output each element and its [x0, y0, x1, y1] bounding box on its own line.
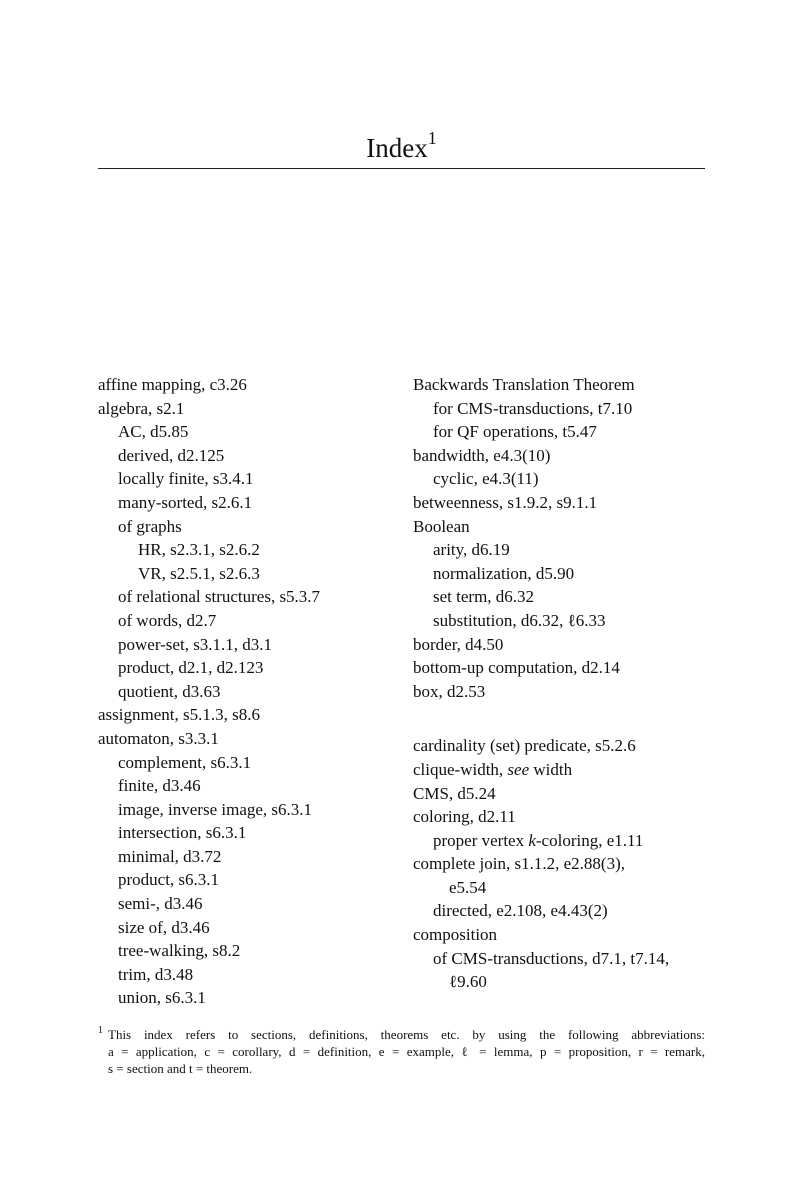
- entry-text: -coloring, e1.11: [535, 830, 644, 850]
- index-subentry: power-set, s3.1.1, d3.1: [118, 634, 273, 654]
- index-entry: CMS, d5.24: [413, 783, 496, 803]
- index-entry: algebra, s2.1: [98, 398, 185, 418]
- index-subentry: tree-walking, s8.2: [118, 941, 241, 961]
- index-subentry: of graphs: [118, 516, 182, 536]
- letter-group-gap: [413, 703, 713, 734]
- index-entry: complete join, s1.1.2, e2.88(3),: [413, 854, 625, 874]
- index-subsubentry: HR, s2.3.1, s2.6.2: [138, 540, 260, 560]
- index-continuation: ℓ9.60: [449, 972, 487, 992]
- index-subentry: of words, d2.7: [118, 610, 217, 630]
- index-entry: betweenness, s1.9.2, s9.1.1: [413, 492, 598, 512]
- index-subentry: for QF operations, t5.47: [433, 422, 597, 442]
- page-title-text: Index: [366, 133, 428, 163]
- page-title: [98, 128, 705, 168]
- index-subentry: intersection, s6.3.1: [118, 823, 247, 843]
- index-entry: coloring, d2.11: [413, 807, 516, 827]
- title-rule: [98, 168, 705, 169]
- index-subentry: many-sorted, s2.6.1: [118, 492, 253, 512]
- index-subentry: set term, d6.32: [433, 587, 535, 607]
- index-entry: affine mapping, c3.26: [98, 375, 247, 394]
- index-subentry: [413, 829, 713, 853]
- index-entry: [413, 758, 713, 782]
- index-subentry: product, d2.1, d2.123: [118, 658, 264, 678]
- footnote-line: a = application, c = corollary, d = definition, e = example, ℓ = lemma, p = proposition, r = remark,: [108, 1044, 705, 1059]
- index-entry: Backwards Translation Theorem: [413, 375, 635, 394]
- index-subentry: finite, d3.46: [118, 776, 201, 796]
- index-entry: border, d4.50: [413, 634, 504, 654]
- index-subentry: product, s6.3.1: [118, 870, 220, 890]
- index-subentry: quotient, d3.63: [118, 681, 221, 701]
- index-subentry: trim, d3.48: [118, 964, 194, 984]
- index-subentry: arity, d6.19: [433, 540, 510, 560]
- index-subentry: minimal, d3.72: [118, 846, 222, 866]
- index-subentry: union, s6.3.1: [118, 988, 206, 1008]
- index-subentry: of relational structures, s5.3.7: [118, 587, 321, 607]
- index-entry: box, d2.53: [413, 681, 486, 701]
- entry-text: clique-width,: [413, 759, 508, 779]
- index-subentry: AC, d5.85: [118, 422, 189, 442]
- index-subsubentry: VR, s2.5.1, s2.6.3: [138, 563, 260, 583]
- index-entry: composition: [413, 925, 498, 945]
- math-variable: k: [528, 830, 536, 850]
- index-entry: Boolean: [413, 516, 470, 536]
- entry-text: proper vertex: [433, 830, 529, 850]
- entry-text: width: [529, 759, 573, 779]
- index-subentry: for CMS-transductions, t7.10: [433, 398, 633, 418]
- index-subentry: semi-, d3.46: [118, 894, 203, 914]
- title-footnote-mark: 1: [427, 128, 437, 148]
- index-column-left: [98, 373, 398, 1010]
- index-entry: cardinality (set) predicate, s5.2.6: [413, 736, 636, 756]
- index-subentry: size of, d3.46: [118, 917, 210, 937]
- index-entry: bottom-up computation, d2.14: [413, 658, 620, 678]
- index-subentry: directed, e2.108, e4.43(2): [433, 901, 608, 921]
- see-reference: see: [507, 759, 530, 779]
- index-entry: automaton, s3.3.1: [98, 728, 219, 748]
- index-subentry: complement, s6.3.1: [118, 752, 252, 772]
- index-entry: bandwidth, e4.3(10): [413, 445, 551, 465]
- index-continuation: e5.54: [449, 877, 487, 897]
- footnote: [98, 1026, 705, 1077]
- index-subentry: of CMS-transductions, d7.1, t7.14,: [433, 948, 670, 968]
- index-subentry: derived, d2.125: [118, 445, 225, 465]
- index-subentry: locally finite, s3.4.1: [118, 469, 254, 489]
- index-entry: assignment, s5.1.3, s8.6: [98, 705, 260, 725]
- index-subentry: cyclic, e4.3(11): [433, 469, 539, 489]
- index-subentry: substitution, d6.32, ℓ6.33: [433, 610, 606, 630]
- footnote-line: This index refers to sections, definitions, theorems etc. by using the following abbreviations:: [108, 1027, 705, 1042]
- index-column-right: [413, 373, 713, 994]
- index-subentry: normalization, d5.90: [433, 563, 575, 583]
- footnote-line: s = section and t = theorem.: [108, 1061, 253, 1076]
- index-subentry: image, inverse image, s6.3.1: [118, 799, 313, 819]
- footnote-mark: 1: [98, 1025, 103, 1036]
